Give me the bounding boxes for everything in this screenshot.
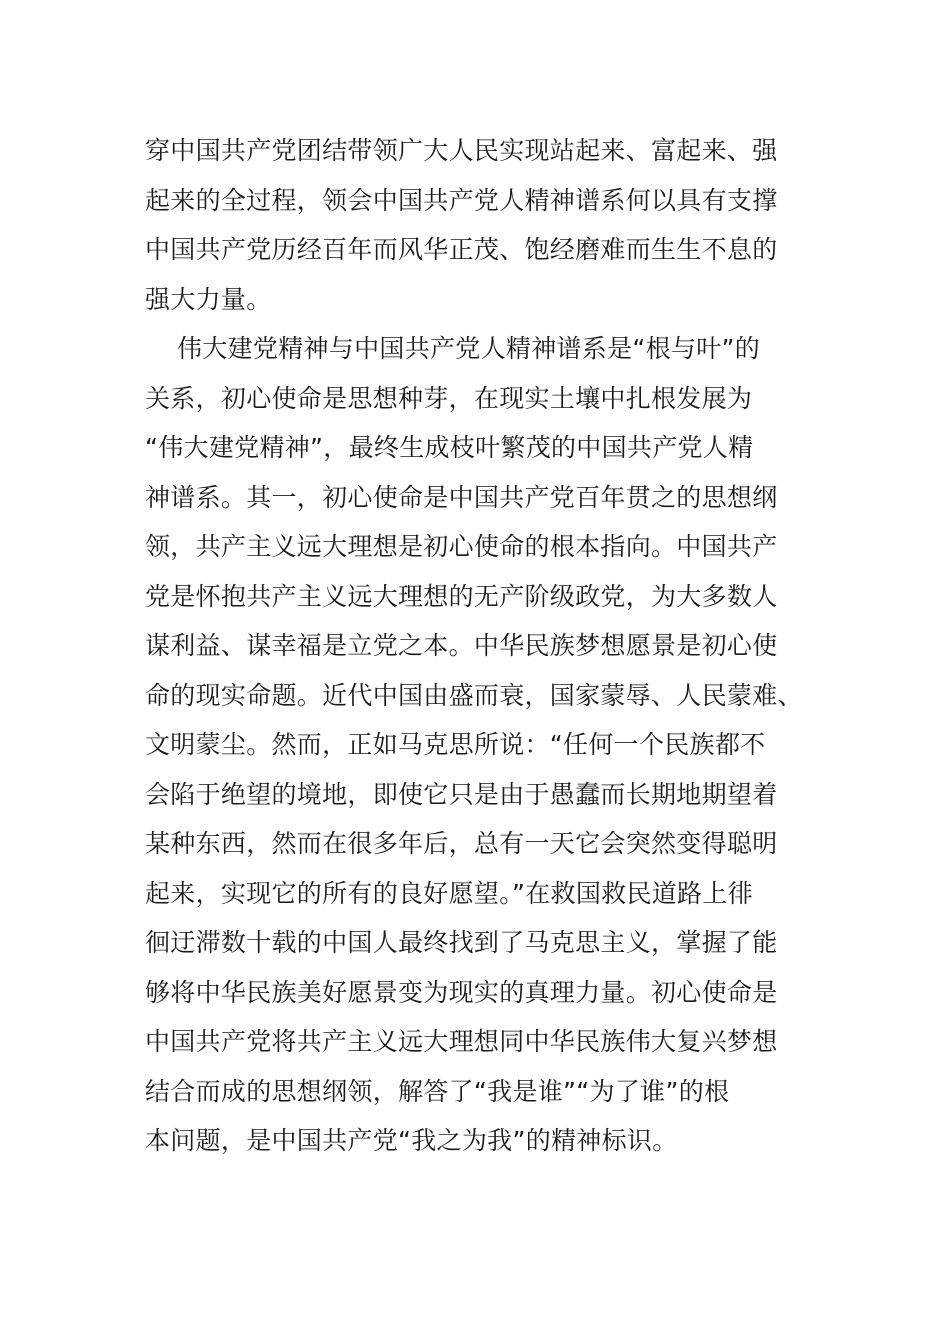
text-line: 某种东西，然而在很多年后，总有一天它会突然变得聪明 [145, 829, 778, 858]
text-line: 关系，初心使命是思想种芽，在现实土壤中扎根发展为 [145, 383, 753, 413]
paragraph-first-line: 伟大建党精神与中国共产党人精神谱系是“根与叶”的 [177, 334, 761, 363]
text-line: “伟大建党精神”，最终生成枝叶繁茂的中国共产党人精 [145, 433, 754, 462]
text-line: 神谱系。其一，初心使命是中国共产党百年贯之的思想纲 [145, 482, 778, 512]
text-line: 党是怀抱共产主义远大理想的无产阶级政党，为大多数人 [145, 581, 778, 611]
body-text [145, 126, 805, 1166]
text-line: 够将中华民族美好愿景变为现实的真理力量。初心使命是 [145, 977, 778, 1007]
text-line: 穿中国共产党团结带领广大人民实现站起来、富起来、强 [145, 136, 778, 165]
text-line: 会陷于绝望的境地，即使它只是由于愚蠢而长期地期望着 [145, 779, 778, 809]
text-line: 徊迂滞数十载的中国人最终找到了马克思主义，掌握了能 [145, 928, 778, 957]
text-line: 中国共产党历经百年而风华正茂、饱经磨难而生生不息的 [145, 235, 778, 264]
text-line: 中国共产党将共产主义远大理想同中华民族伟大复兴梦想 [145, 1027, 778, 1056]
text-line: 结合而成的思想纲领，解答了“我是谁”“为了谁”的根 [145, 1076, 730, 1106]
text-line: 本问题，是中国共产党“我之为我”的精神标识。 [145, 1126, 678, 1155]
text-line: 领，共产主义远大理想是初心使命的根本指向。中国共产 [145, 532, 778, 561]
text-line: 谋利益、谋幸福是立党之本。中华民族梦想愿景是初心使 [145, 631, 778, 660]
text-line: 起来的全过程，领会中国共产党人精神谱系何以具有支撑 [145, 185, 778, 215]
text-line: 强大力量。 [145, 284, 272, 314]
text-line: 文明蒙尘。然而，正如马克思所说：“任何一个民族都不 [145, 730, 766, 759]
text-line: 命的现实命题。近代中国由盛而衰，国家蒙辱、人民蒙难、 [145, 680, 803, 710]
text-line: 起来，实现它的所有的良好愿望。”在救国救民道路上徘 [145, 878, 753, 908]
